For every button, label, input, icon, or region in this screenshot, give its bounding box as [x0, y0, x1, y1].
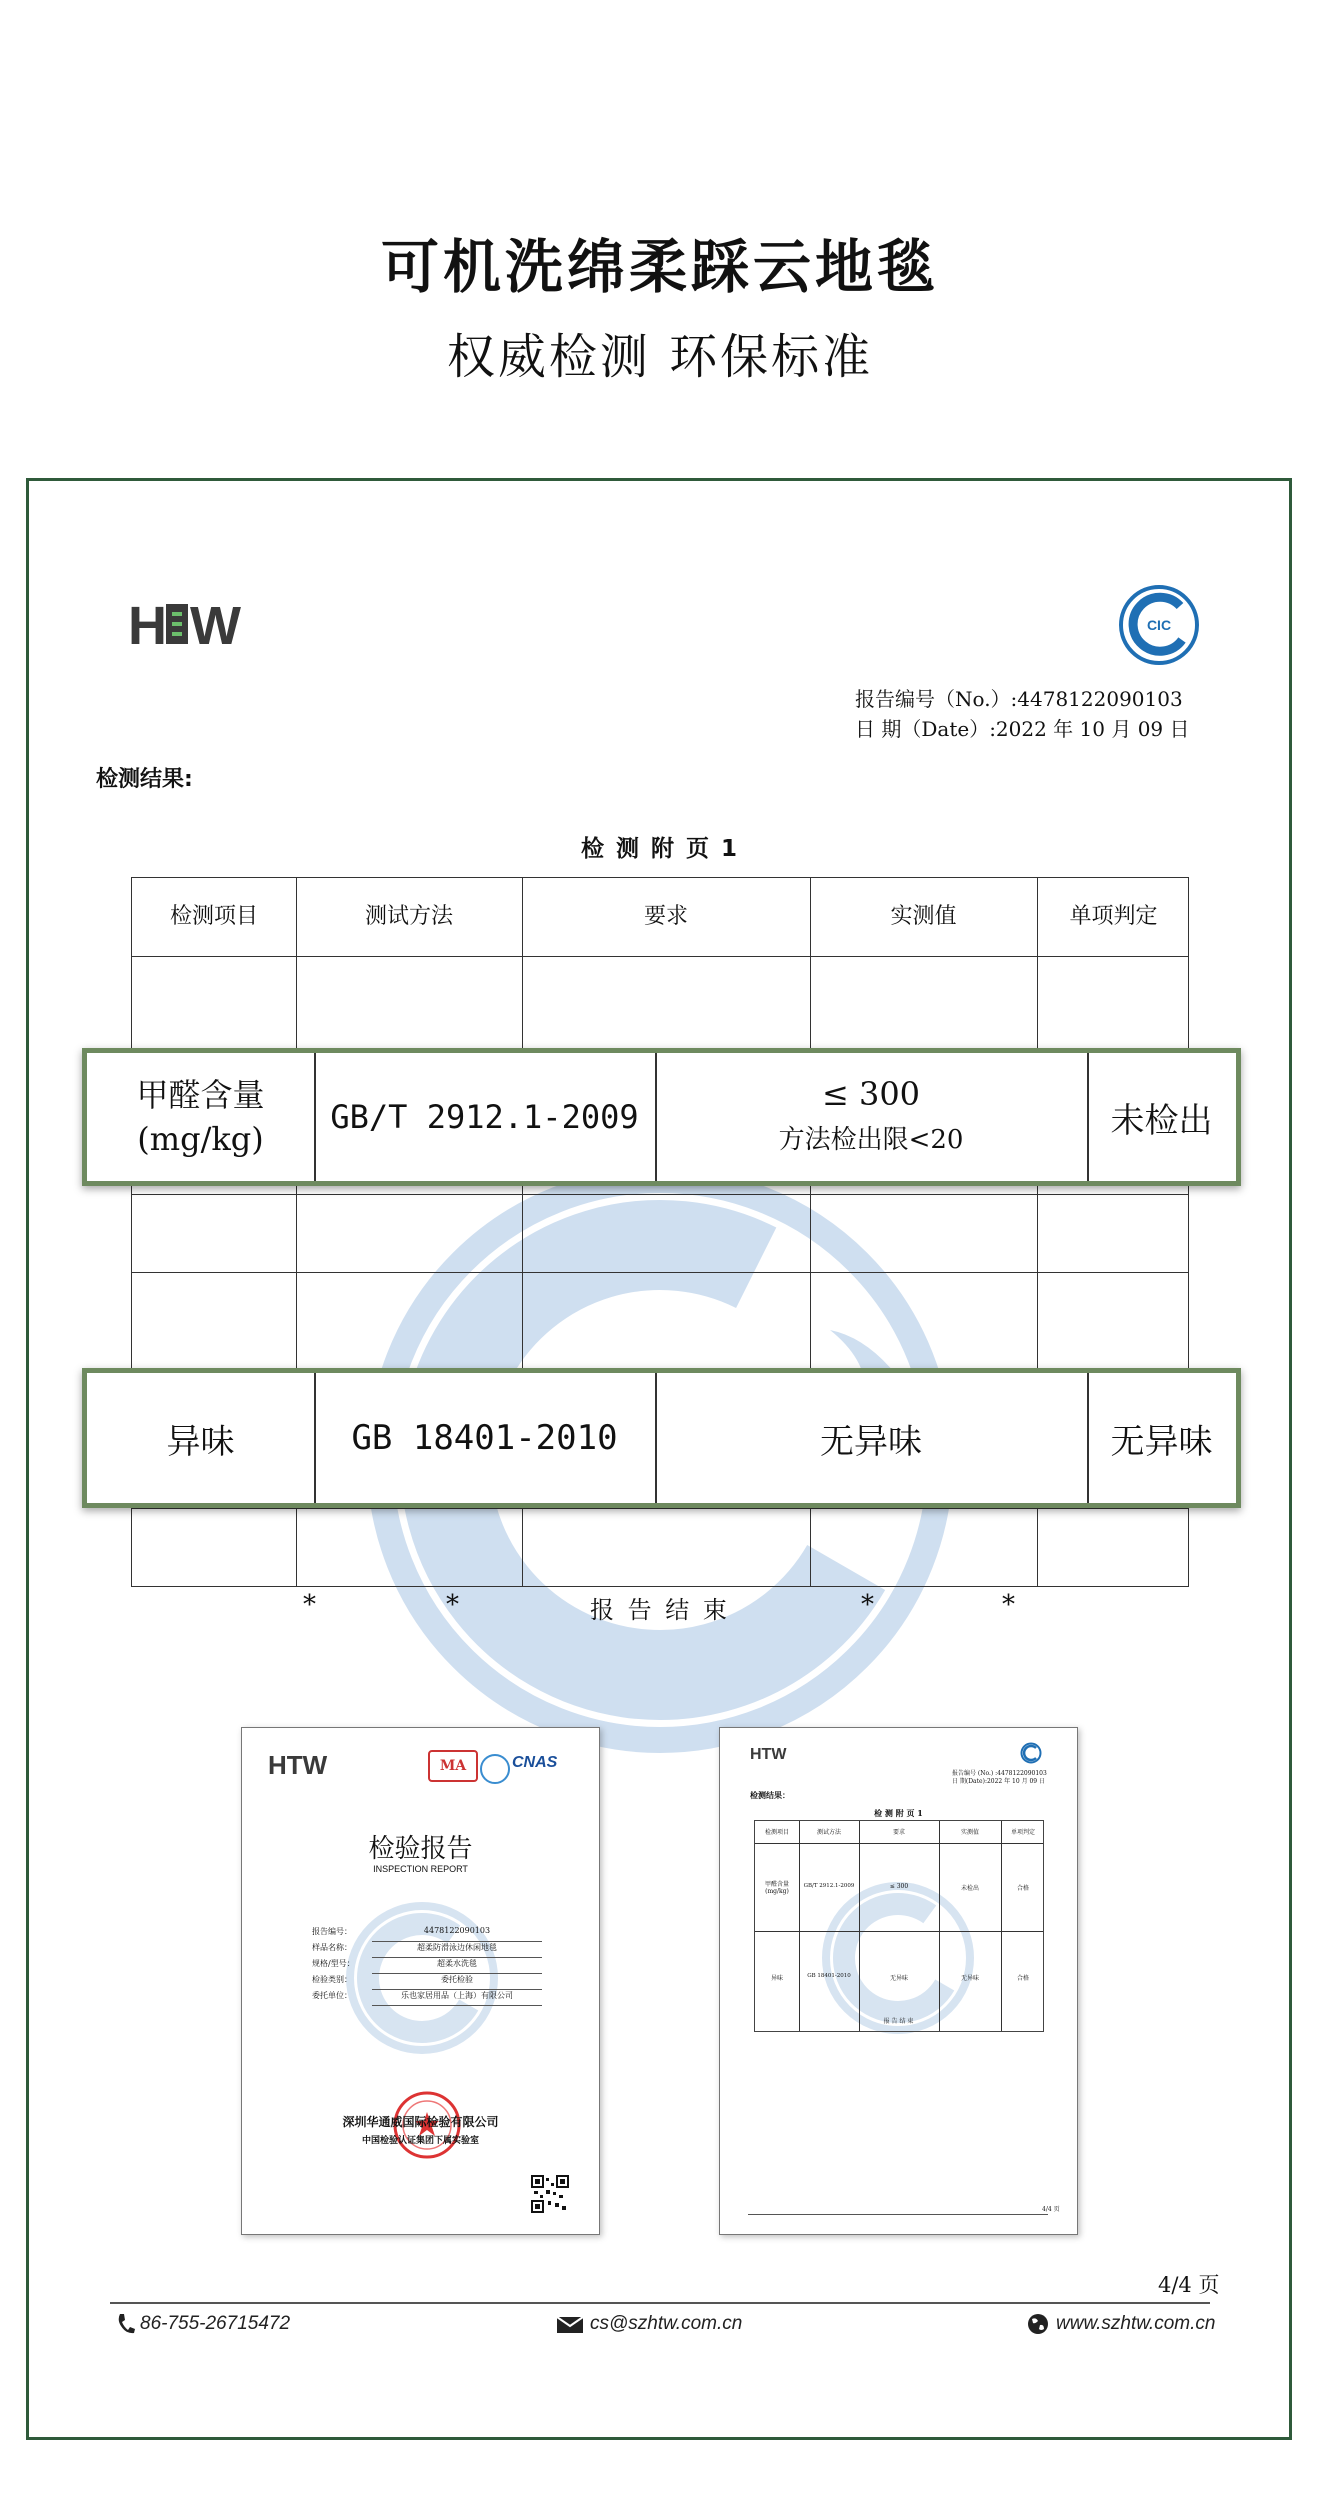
column-header: 测试方法	[364, 904, 453, 929]
thumb-report-subtitle: INSPECTION REPORT	[373, 1864, 468, 1874]
thumb-report-date: 日 期(Date):2022 年 10 月 09 日	[952, 1778, 1046, 1785]
thumb-table-title: 检 测 附 页 1	[874, 1808, 923, 1818]
report-page-thumbnail	[719, 1727, 1078, 2235]
thumb-cell: 甲醛含量 (mg/kg)	[764, 1881, 789, 1895]
thumb-company: 深圳华通威国际检验有限公司	[342, 2115, 499, 2129]
test-item-cell: 异味	[166, 1421, 235, 1462]
thumb-column-header: 检测项目	[764, 1829, 789, 1836]
qr-code-icon	[531, 2175, 569, 2213]
column-header: 实测值	[890, 904, 957, 929]
column-header: 要求	[643, 904, 688, 929]
result-cell: 无异味	[1110, 1421, 1213, 1462]
thumb-column-header: 实测值	[960, 1829, 979, 1836]
thumb-field-list	[312, 1926, 542, 2006]
page-indicator: 4/4 页	[1158, 2273, 1220, 2297]
end-star: *	[1002, 1590, 1015, 1620]
thumb-column-header: 单项判定	[1010, 1829, 1035, 1836]
column-header: 检测项目	[169, 904, 258, 929]
thumb-lab: 中国检验认证集团下属实验室	[361, 2136, 479, 2146]
thumb-field: 报告编号： 4478122090103	[312, 1926, 542, 1942]
thumb-cell: 异味	[770, 1975, 783, 1982]
test-item-cell	[87, 1053, 314, 1181]
thumb-cell: 合格	[1016, 1975, 1029, 1982]
section-label: 检测结果:	[96, 767, 193, 792]
footer-phone: 86-755-26715472	[140, 2313, 291, 2334]
thumb-footer-line	[748, 2214, 1048, 2215]
thumb-report-title: 检验报告	[368, 1834, 473, 1864]
test-method-cell: GB/T 2912.1-2009	[330, 1098, 639, 1136]
thumb-cell: ≤ 300	[889, 1883, 909, 1890]
result-cell: 未检出	[1110, 1100, 1213, 1141]
thumb-cell: 无异味	[889, 1975, 908, 1982]
phone-icon	[116, 2312, 136, 2336]
thumb-section-label: 检测结果：	[750, 1790, 790, 1800]
thumb-htw-logo: HTW	[268, 1750, 328, 1780]
globe-icon	[1026, 2312, 1050, 2336]
column-header: 单项判定	[1069, 904, 1158, 929]
thumb-column-header: 要求	[892, 1829, 905, 1836]
page-subtitle: 权威检测 环保标准	[446, 329, 874, 385]
cnas-badge-icon: CNAS	[512, 1754, 558, 1771]
thumb-cell: GB 18401-2010	[807, 1973, 851, 1979]
thumb-field: 规格/型号： 超柔水洗毯	[312, 1958, 542, 1974]
footer-website: www.szhtw.com.cn	[1056, 2313, 1216, 2334]
svg-text:W: W	[190, 598, 239, 650]
thumb-field: 委托单位： 乐也家居用品（上海）有限公司	[312, 1990, 542, 2006]
footer-email: cs@szhtw.com.cn	[590, 2313, 743, 2334]
htw-logo	[128, 598, 278, 650]
thumb-cic-icon	[1020, 1742, 1042, 1764]
end-star: *	[303, 1590, 316, 1620]
end-star: *	[861, 1590, 874, 1620]
report-number: 报告编号（No.）:4478122090103	[855, 687, 1183, 711]
table-title: 检 测 附 页 1	[580, 836, 740, 862]
page-title: 可机洗绵柔踩云地毯	[380, 233, 939, 301]
thumb-report-no: 报告编号 (No.) :4478122090103	[952, 1770, 1047, 1777]
test-method-cell: GB 18401-2010	[351, 1418, 618, 1458]
svg-text:H: H	[128, 598, 165, 650]
highlight-row-formaldehyde	[82, 1048, 1241, 1186]
thumb-page-number: 4/4 页	[1042, 2206, 1060, 2213]
end-star: *	[446, 1590, 459, 1620]
cic-logo-icon	[1118, 584, 1200, 666]
requirement-cell: 无异味	[820, 1421, 922, 1462]
thumb-htw-logo: HTW	[750, 1746, 787, 1763]
requirement-value: ≤ 300	[821, 1075, 921, 1113]
thumb-cell: 未检出	[960, 1885, 979, 1892]
footer-divider	[110, 2302, 1210, 2304]
ilac-badge-icon	[480, 1754, 510, 1784]
highlight-row-odor	[82, 1368, 1241, 1508]
requirement-note: 方法检出限<20	[778, 1125, 964, 1155]
thumb-cell: 无异味	[960, 1975, 979, 1982]
test-item-unit: (mg/kg)	[137, 1120, 264, 1158]
ma-badge-icon: MA	[428, 1750, 478, 1782]
thumb-column-header: 测试方法	[816, 1829, 841, 1836]
thumb-table	[754, 1820, 1044, 2032]
test-item-name: 甲醛含量	[136, 1076, 265, 1114]
thumb-cell: 合格	[1016, 1885, 1029, 1892]
thumb-field: 检验类别： 委托检验	[312, 1974, 542, 1990]
svg-text:CIC: CIC	[1146, 617, 1172, 633]
thumb-end-text: 报 告 结 束	[883, 2018, 914, 2025]
report-date: 日 期（Date）:2022 年 10 月 09 日	[855, 717, 1190, 741]
requirement-cell	[655, 1053, 1087, 1181]
thumb-field: 样品名称： 超柔防滑泳边休闲地毯	[312, 1942, 542, 1958]
thumb-cell: GB/T 2912.1-2009	[803, 1883, 855, 1889]
report-end-text: 报 告 结 束	[590, 1596, 730, 1624]
report-cover-thumbnail	[241, 1727, 600, 2235]
mail-icon	[556, 2316, 584, 2334]
